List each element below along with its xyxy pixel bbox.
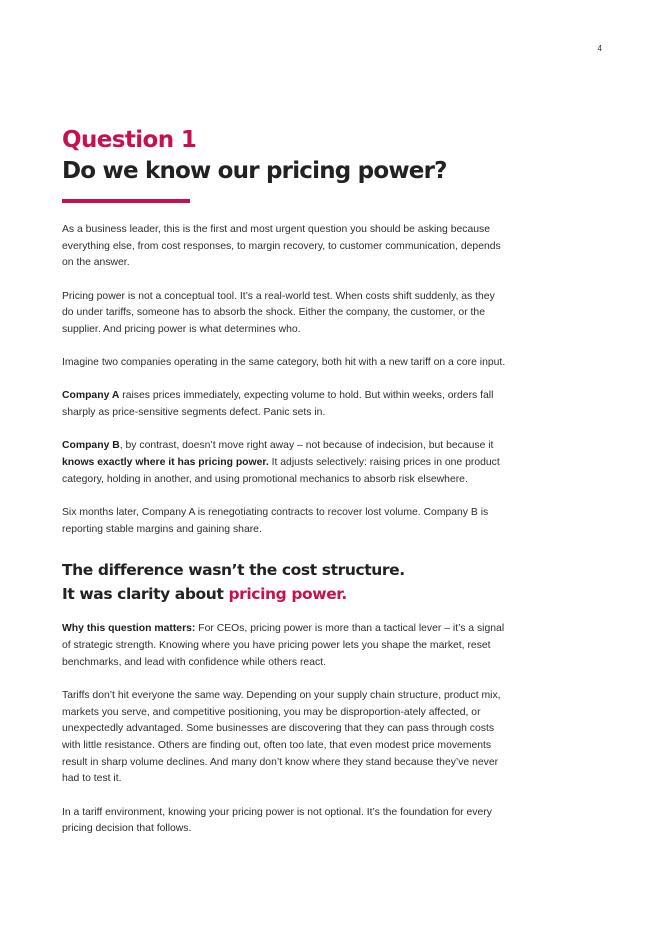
pull-quote-line-2-prefix: It was clarity about xyxy=(62,585,229,604)
company-b-text-1: , by contrast, doesn’t move right away – not because of indecision, but because it xyxy=(119,440,494,452)
paragraph-two-companies: Imagine two companies operating in the same category, both hit with a new tariff on a core input. xyxy=(62,357,506,369)
pull-quote-line-1: The difference wasn’t the cost structure. xyxy=(62,561,405,580)
paragraph-pricing-power: Pricing power is not a conceptual tool. It’s a real-world test. When costs shift suddenly, as they do under tariffs, someone has to absorb the shock. Either the company, the customer, or the supplier. And pricing power is what determines who. xyxy=(62,290,495,336)
article-body xyxy=(62,125,508,855)
paragraph-company-a xyxy=(62,388,508,421)
paragraph-six-months: Six months later, Company A is renegotiating contracts to recover lost volume. Company B is reporting stable margins and gaining share. xyxy=(62,506,489,535)
pull-quote-accent: pricing power. xyxy=(228,585,347,604)
question-label: Question 1 xyxy=(62,127,197,153)
why-matters-label: Why this question matters: xyxy=(62,623,196,635)
pull-quote-heading xyxy=(62,558,508,606)
company-b-label: Company B xyxy=(62,440,120,452)
company-a-text: raises prices immediately, expecting volume to hold. But within weeks, orders fall sharply as price-sensitive segments defect. Panic sets in. xyxy=(62,390,494,419)
paragraph-why-matters xyxy=(62,621,508,671)
paragraph-conclusion: In a tariff environment, knowing your pricing power is not optional. It’s the foundation for every pricing decision that follows. xyxy=(62,806,492,835)
title-divider xyxy=(62,199,190,203)
paragraph-company-b xyxy=(62,438,508,488)
question-title: Do we know our pricing power? xyxy=(62,158,447,184)
page-number: 4 xyxy=(597,44,602,53)
company-b-emphasis: knows exactly where it has pricing power. xyxy=(62,457,269,469)
paragraph-tariffs: Tariffs don’t hit everyone the same way. Depending on your supply chain structure, product mix, markets you serve, and competitive positioning, you may be disproportion-ately affected, or unexpectedly advantaged. Some businesses are discovering that they can pass through costs with little resistance. Others are finding out, often too late, that even modest price movements result in sharp volume declines. And many don’t know where they stand because they’ve never had to test it. xyxy=(62,689,501,785)
company-a-label: Company A xyxy=(62,390,120,402)
why-matters-text: For CEOs, pricing power is more than a tactical lever – it’s a signal of strategic strength. Knowing where you have pricing power lets you shape the market, reset benchmarks, and lead with confidence while others react. xyxy=(62,623,505,668)
company-b-text-2: It adjusts selectively: raising prices in one product category, holding in another, and using promotional mechanics to absorb risk elsewhere. xyxy=(62,457,500,485)
paragraph-intro: As a business leader, this is the first and most urgent question you should be asking because everything else, from cost responses, to margin recovery, to customer communication, depends on the answer. xyxy=(62,224,501,269)
